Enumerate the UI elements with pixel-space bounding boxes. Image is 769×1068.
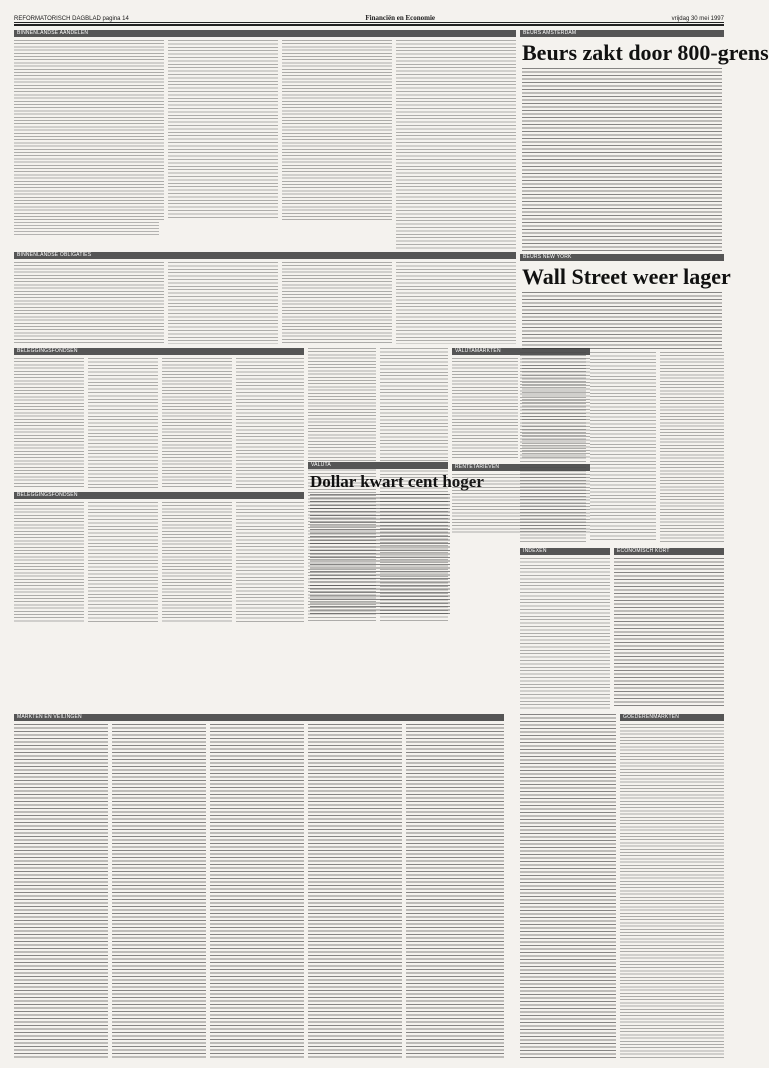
- section-valuta: VALUTA: [308, 462, 448, 469]
- article-dollar-body: [310, 494, 450, 614]
- table-aandelen-col4: [396, 40, 516, 250]
- table-obligaties-col3: [282, 262, 392, 344]
- section-binnenlandse-aandelen: BINNENLANDSE AANDELEN: [14, 30, 516, 37]
- section-beleggingsfondsen-2: BELEGGINGSFONDSEN: [14, 492, 304, 499]
- section-indexen: INDEXEN: [520, 548, 610, 555]
- aandelen-legend: [14, 222, 159, 236]
- section-beleggingsfondsen-1: BELEGGINGSFONDSEN: [14, 348, 304, 355]
- masthead-center: Financiën en Economie: [365, 14, 436, 22]
- masthead: [14, 10, 724, 23]
- headline-dollar: Dollar kwart cent hoger: [310, 472, 484, 491]
- table-obligaties-col1: [14, 262, 164, 344]
- section-goederenmarkten: GOEDERENMARKTEN: [620, 714, 724, 721]
- table-indexen: [520, 558, 610, 710]
- article-markten-col3: [210, 724, 304, 1058]
- table-fondsen2-col2: [88, 502, 158, 622]
- table-aandelen-col3: [282, 40, 392, 220]
- article-markten-col2: [112, 724, 206, 1058]
- section-binnenlandse-obligaties: BINNENLANDSE OBLIGATIES: [14, 252, 516, 259]
- article-markten-col4: [308, 724, 402, 1058]
- masthead-left: REFORMATORISCH DAGBLAD pagina 14: [14, 16, 129, 22]
- table-fondsen1-col3: [162, 358, 232, 488]
- table-amerikaanse-b: [590, 352, 656, 542]
- section-economisch-kort: ECONOMISCH KORT: [614, 548, 724, 555]
- table-amerikaanse-c: [660, 352, 724, 542]
- table-obligaties-col2: [168, 262, 278, 344]
- article-economisch-kort-body: [614, 558, 724, 708]
- table-fondsen1-col2: [88, 358, 158, 488]
- table-fondsen2-col1: [14, 502, 84, 622]
- table-aandelen-col1: [14, 40, 164, 220]
- section-valutamarkten: VALUTAMARKTEN: [452, 348, 590, 355]
- masthead-rule: [14, 24, 724, 26]
- article-markten-col1: [14, 724, 108, 1058]
- section-rentetarieven: RENTETARIEVEN: [452, 464, 590, 471]
- table-obligaties-col4: [396, 262, 516, 344]
- article-beurs-body: [522, 68, 722, 252]
- masthead-right: vrijdag 30 mei 1997: [671, 16, 724, 22]
- table-fondsen2-col4: [236, 502, 304, 622]
- table-valutamarkten-a: [452, 358, 518, 460]
- table-amerikaanse-a: [520, 352, 586, 542]
- section-markten-en-veilingen: MARKTEN EN VEILINGEN: [14, 714, 504, 721]
- headline-wallstreet: Wall Street weer lager: [522, 264, 731, 289]
- article-beursnotities: [520, 714, 616, 1058]
- section-beurs-amsterdam: BEURS AMSTERDAM: [520, 30, 724, 37]
- table-goederenmarkten: [620, 724, 724, 1058]
- table-aandelen-col2: [168, 40, 278, 220]
- article-wallstreet-body: [522, 292, 722, 350]
- article-markten-col5: [406, 724, 504, 1058]
- table-fondsen2-col3: [162, 502, 232, 622]
- headline-beurs: Beurs zakt door 800-grens: [522, 40, 769, 65]
- table-fondsen1-col4: [236, 358, 304, 488]
- section-beurs-new-york: BEURS NEW YORK: [520, 254, 724, 261]
- table-fondsen1-col1: [14, 358, 84, 488]
